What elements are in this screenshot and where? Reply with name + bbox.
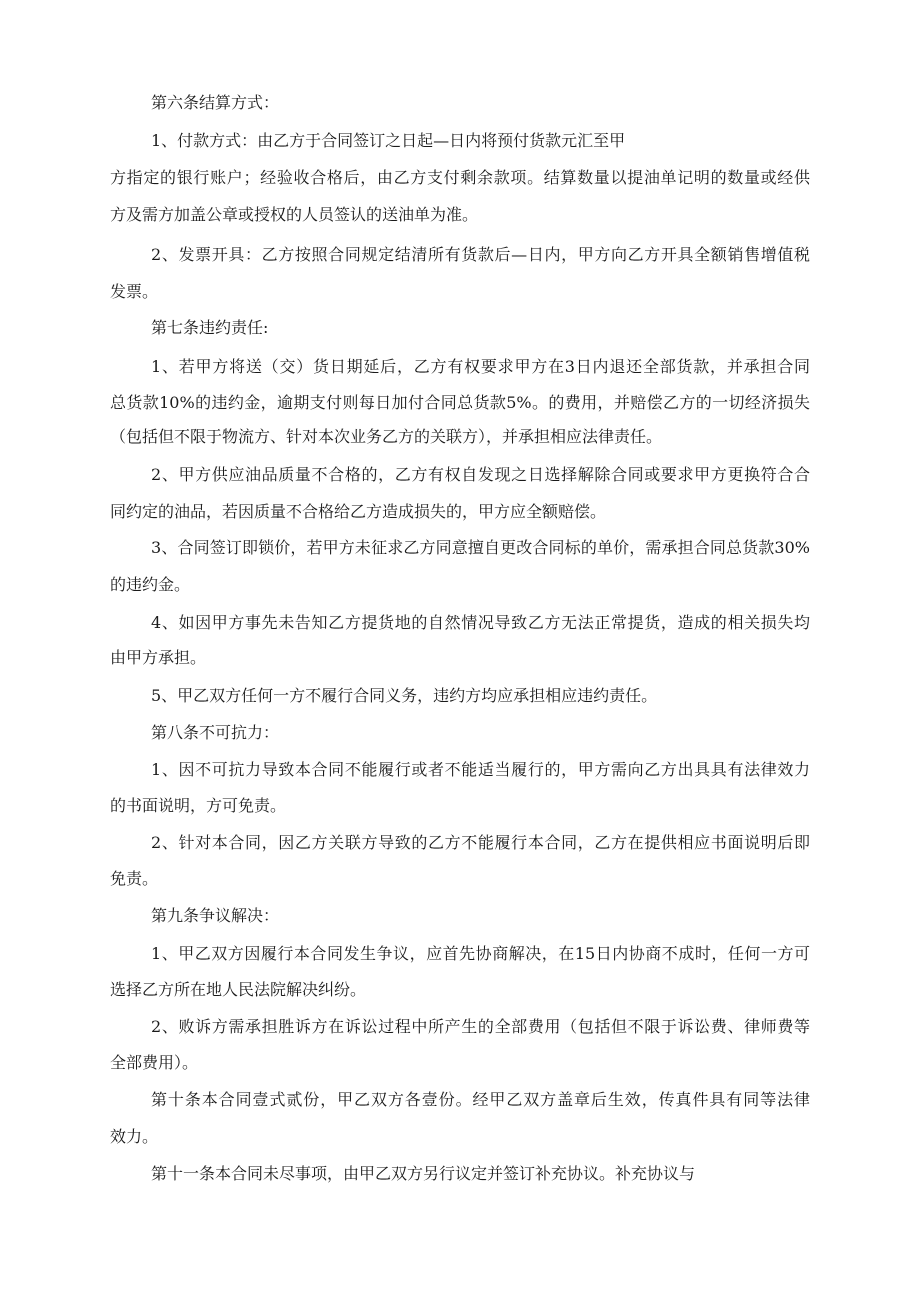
paragraph-line: 5、甲乙双方任何一方不履行合同义务，违约方均应承担相应违约责任。 xyxy=(151,686,658,705)
paragraph-line: 的书面说明，方可免责。 xyxy=(110,796,287,815)
paragraph-line: 3、合同签订即锁价，若甲方未征求乙方同意擅自更改合同标的单价，需承担合同总货款30% xyxy=(151,538,810,557)
paragraph-line: 2、甲方供应油品质量不合格的，乙方有权自发现之日选择解除合同或要求甲方更换符合合 xyxy=(151,465,810,484)
paragraph-line: 效力。 xyxy=(110,1127,159,1146)
paragraph-line: 方指定的银行账户；经验收合格后，由乙方支付剩余款项。结算数量以提油单记明的数量或经供 xyxy=(110,168,810,187)
paragraph-line: 2、发票开具：乙方按照合同规定结清所有货款后—日内，甲方向乙方开具全额销售增值税 xyxy=(151,245,810,264)
paragraph-line: 方及需方加盖公章或授权的人员签认的送油单为准。 xyxy=(110,205,479,224)
section-heading-11: 第十一条本合同未尽事项，由甲乙双方另行议定并签订补充协议。补充协议与 xyxy=(151,1164,696,1183)
paragraph-line: （包括但不限于物流方、针对本次业务乙方的关联方），并承担相应法律责任。 xyxy=(110,427,663,446)
paragraph-line: 1、因不可抗力导致本合同不能履行或者不能适当履行的，甲方需向乙方出具具有法律效力 xyxy=(151,760,810,779)
paragraph-line: 2、针对本合同，因乙方关联方导致的乙方不能履行本合同，乙方在提供相应书面说明后即 xyxy=(151,833,810,852)
paragraph-line: 发票。 xyxy=(110,282,159,301)
paragraph-line: 选择乙方所在地人民法院解决纠纷。 xyxy=(110,980,367,999)
paragraph-line: 1、付款方式：由乙方于合同签订之日起—日内将预付货款元汇至甲 xyxy=(151,131,626,150)
paragraph-line: 1、若甲方将送（交）货日期延后，乙方有权要求甲方在3日内退还全部货款，并承担合同 xyxy=(151,357,810,376)
section-heading-8: 第八条不可抗力： xyxy=(151,723,280,742)
paragraph-line: 由甲方承担。 xyxy=(110,648,207,667)
section-heading-10: 第十条本合同壹式贰份，甲乙双方各壹份。经甲乙双方盖章后生效，传真件具有同等法律 xyxy=(151,1090,810,1109)
paragraph-line: 2、败诉方需承担胜诉方在诉讼过程中所产生的全部费用（包括但不限于诉讼费、律师费等 xyxy=(151,1017,810,1036)
paragraph-line: 总货款10%的违约金，逾期支付则每日加付合同总货款5%。的费用，并赔偿乙方的一切经济损失 xyxy=(110,393,810,412)
paragraph-line: 4、如因甲方事先未告知乙方提货地的自然情况导致乙方无法正常提货，造成的相关损失均 xyxy=(151,613,810,632)
section-heading-7: 第七条违约责任: xyxy=(151,318,269,337)
paragraph-line: 全部费用）。 xyxy=(110,1053,199,1072)
paragraph-line: 1、甲乙双方因履行本合同发生争议，应首先协商解决，在15日内协商不成时，任何一方可 xyxy=(151,944,810,963)
paragraph-line: 同约定的油品，若因质量不合格给乙方造成损失的，甲方应全额赔偿。 xyxy=(110,502,607,521)
paragraph-line: 的违约金。 xyxy=(110,575,191,594)
paragraph-line: 免责。 xyxy=(110,869,159,888)
section-heading-9: 第九条争议解决： xyxy=(151,906,280,925)
section-heading-6: 第六条结算方式： xyxy=(151,93,280,112)
